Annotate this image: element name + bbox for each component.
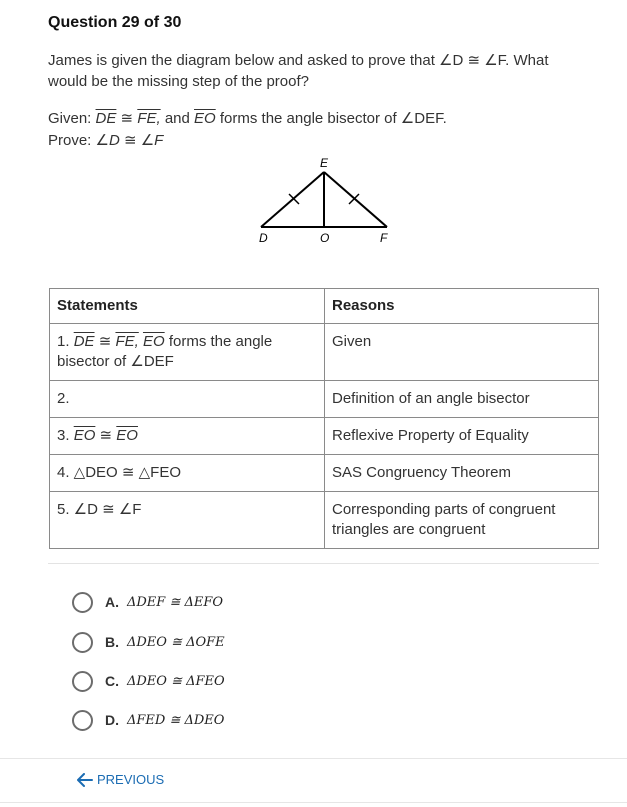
footer-bottom-divider	[0, 802, 627, 803]
segment-de: $\overline{DE}$	[95, 110, 117, 127]
given-statement	[48, 108, 588, 129]
reason-cell: Reflexive Property of Equality	[325, 418, 599, 455]
reason-cell: SAS Congruency Theorem	[325, 455, 599, 492]
prove-expression: ∠D ≅ ∠F	[95, 132, 164, 149]
choice-expression: ΔDEF ≅ ΔEFO	[127, 594, 224, 610]
congruent-symbol: ≅	[99, 427, 113, 444]
segment-eo: $\overline{EO}$	[116, 427, 138, 444]
label-d: D	[259, 231, 268, 245]
label-o: O	[320, 231, 330, 245]
congruent-symbol: ≅	[98, 333, 112, 350]
table-row	[50, 324, 599, 381]
proof-table	[49, 288, 599, 549]
given-label: Given:	[48, 110, 92, 127]
arrow-left-icon	[77, 773, 93, 787]
segment-eo: $\overline{EO}$	[73, 427, 96, 444]
table-row	[50, 492, 599, 549]
choice-expression: ΔDEO ≅ ΔFEO	[127, 673, 225, 689]
choice-letter: C.	[105, 673, 119, 689]
choice-letter: D.	[105, 712, 119, 728]
statement-cell: 5. ∠D ≅ ∠F	[50, 492, 325, 549]
choice-expression: ΔFED ≅ ΔDEO	[127, 712, 225, 728]
choice-letter: B.	[105, 634, 119, 650]
answer-choice-d[interactable]	[72, 709, 224, 731]
row-number: 1.	[57, 333, 70, 350]
question-text: James is given the diagram below and asked to prove that ∠D ≅ ∠F. What would be the missing step of the proof?	[48, 52, 549, 90]
answer-choice-c[interactable]	[72, 670, 225, 692]
statement-cell-missing: 2.	[50, 381, 325, 418]
radio-button-icon[interactable]	[72, 632, 93, 653]
given-and: and	[164, 110, 190, 127]
statement-cell: 4. △DEO ≅ △FEO	[50, 455, 325, 492]
reason-cell: Definition of an angle bisector	[325, 381, 599, 418]
table-row	[50, 455, 599, 492]
answer-choice-b[interactable]	[72, 631, 225, 653]
question-counter: Question 29 of 30	[48, 14, 182, 31]
statements-header: Statements	[50, 289, 325, 324]
footer-divider	[0, 758, 627, 759]
reason-cell: Given	[325, 324, 599, 381]
prove-label: Prove:	[48, 132, 92, 149]
statement-cell	[50, 324, 325, 381]
row-number: 3.	[57, 427, 70, 444]
side-ef	[324, 172, 387, 227]
divider	[48, 563, 599, 564]
prove-statement	[48, 130, 163, 151]
segment-de: $\overline{DE}$	[73, 333, 95, 350]
side-de	[261, 172, 324, 227]
statement-text: bisector of ∠DEF	[57, 353, 174, 370]
answer-choice-a[interactable]	[72, 591, 223, 613]
congruent-symbol: ≅	[120, 110, 134, 127]
statement-cell	[50, 418, 325, 455]
reason-cell: Corresponding parts of congruent triangles are congruent	[325, 492, 599, 549]
segment-fe: FE,	[137, 110, 161, 127]
triangle-diagram	[248, 150, 398, 250]
given-rest: forms the angle bisector of ∠DEF.	[219, 110, 447, 127]
previous-label: PREVIOUS	[97, 772, 165, 787]
segment-eo: $\overline{EO}$	[194, 110, 216, 127]
choice-letter: A.	[105, 594, 119, 610]
reasons-header: Reasons	[325, 289, 599, 324]
segment-eo: $\overline{EO}$	[142, 333, 165, 350]
label-e: E	[320, 156, 329, 170]
segment-fe: FE,	[115, 333, 139, 350]
table-row	[50, 381, 599, 418]
table-header-row	[50, 289, 599, 324]
choice-expression: ΔDEO ≅ ΔOFE	[127, 634, 225, 650]
previous-button[interactable]	[77, 772, 164, 787]
radio-button-icon[interactable]	[72, 710, 93, 731]
radio-button-icon[interactable]	[72, 671, 93, 692]
label-f: F	[380, 231, 388, 245]
radio-button-icon[interactable]	[72, 592, 93, 613]
table-row	[50, 418, 599, 455]
statement-text: forms the angle	[168, 333, 273, 350]
